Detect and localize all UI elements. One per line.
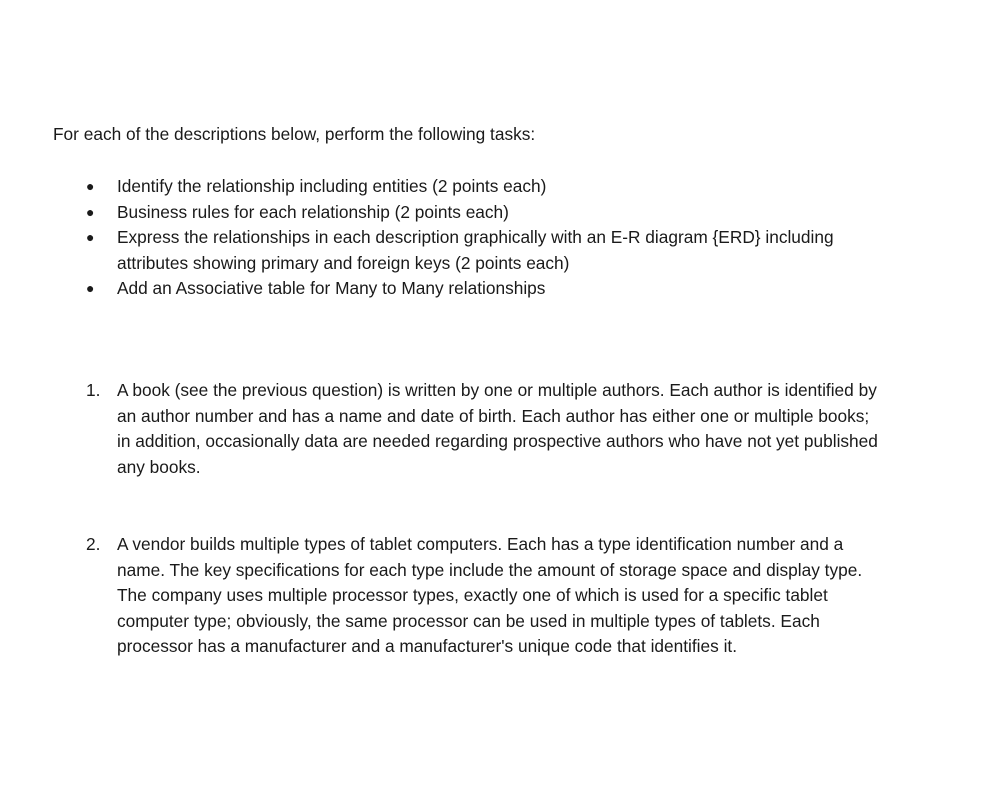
task-item [0,200,877,226]
task-text: Identify the relationship including entities (2 points each) [117,176,547,196]
instructions-intro: For each of the descriptions below, perform the following tasks: [53,124,536,144]
question-list [0,378,988,480]
question-item [0,532,887,660]
task-item [0,225,877,276]
task-list [0,174,988,302]
task-item [0,174,877,200]
question-text: A vendor builds multiple types of tablet computers. Each has a type identification number and a name. The key specifications for each type include the amount of storage space and display type. The company uses multiple processor types, exactly one of which is used for a specific tablet computer type; obviously, the same processor can be used in multiple types of tablets. Each processor has a manufacturer and a manufacturer's unique code that identifies it. [117,534,863,656]
question-text: A book (see the previous question) is written by one or multiple authors. Each author is identified by an author number and has a name and date of birth. Each author has either one or multiple books; in addition, occasionally data are needed regarding prospective authors who have not yet published any books. [117,380,878,477]
task-text: Express the relationships in each description graphically with an E-R diagram {ERD} including attributes showing primary and foreign keys (2 points each) [117,227,834,273]
question-list [0,532,988,660]
task-text: Business rules for each relationship (2 points each) [117,201,509,222]
task-text: Add an Associative table for Many to Many relationships [117,278,546,298]
task-item [0,276,877,302]
question-number: 2. [86,534,101,554]
question-number: 1. [86,380,101,400]
bullet-icon: ● [86,178,95,194]
bullet-icon: ● [86,203,95,220]
bullet-icon: ● [86,280,95,296]
bullet-icon: ● [86,229,95,245]
question-item [0,378,887,480]
